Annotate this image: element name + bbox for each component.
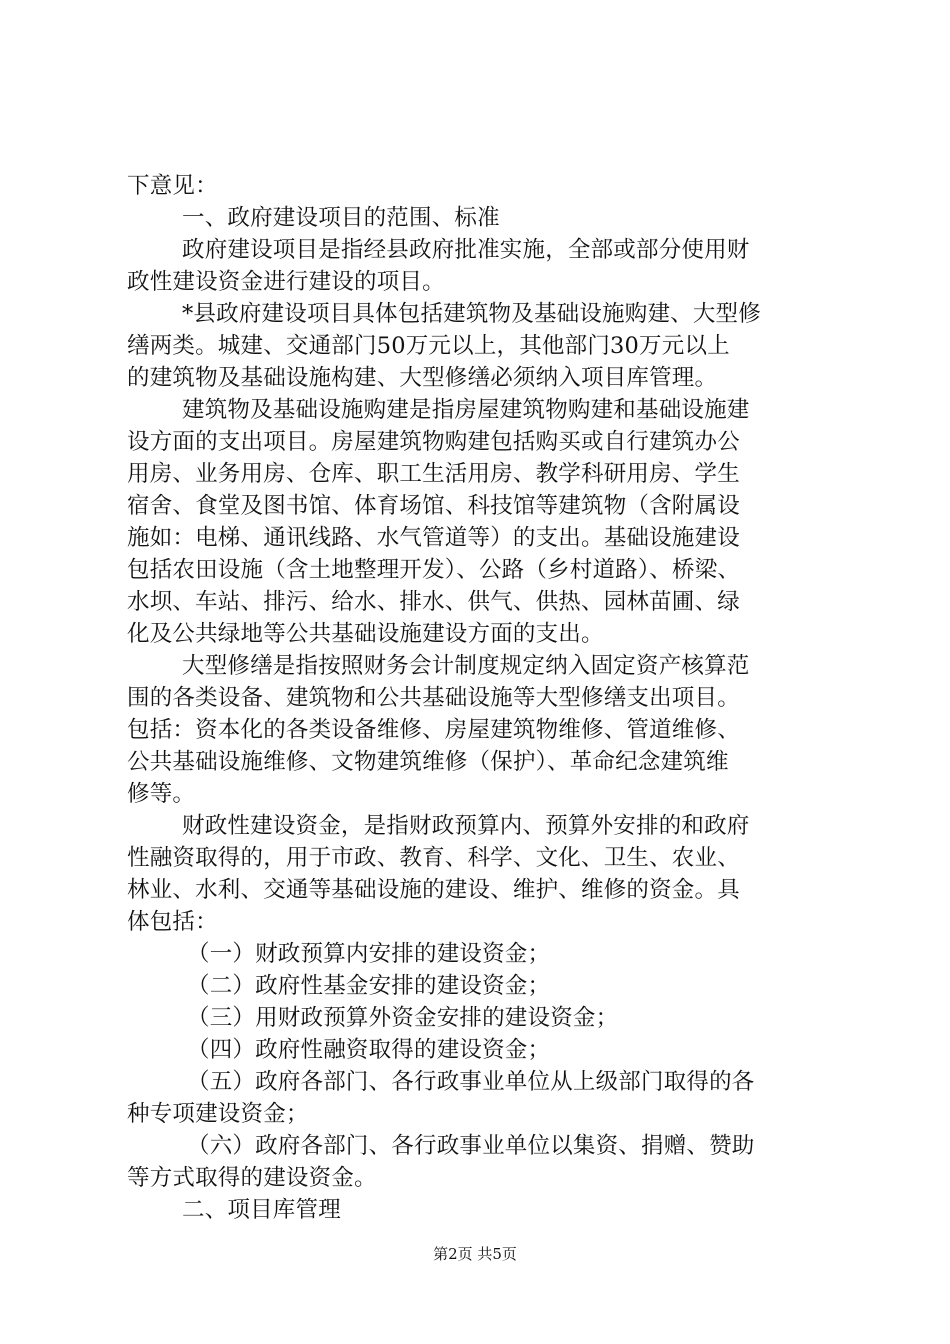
text-line: 设方面的支出项目。房屋建筑物购建包括购买或自行建筑办公 [127,429,740,455]
text-line: 大型修缮是指按照财务会计制度规定纳入固定资产核算范 [182,653,750,679]
text-line: （一）财政预算内安排的建设资金； [187,941,551,967]
text-line: 性融资取得的，用于市政、教育、科学、文化、卫生、农业、 [127,845,740,871]
text-line: 林业、水利、交通等基础设施的建设、维护、维修的资金。具 [127,877,740,903]
text-line: 宿舍、食堂及图书馆、体育场馆、科技馆等建筑物（含附属设 [127,493,740,519]
text-line: 水坝、车站、排污、给水、排水、供气、供热、园林苗圃、绿 [127,589,740,615]
text-line: 财政性建设资金，是指财政预算内、预算外安排的和政府 [182,813,750,839]
text-line: 政府建设项目是指经县政府批准实施，全部或部分使用财 [182,237,750,263]
text-line: 公共基础设施维修、文物建筑维修（保护）、革命纪念建筑维 [127,749,729,775]
text-line: 二、项目库管理 [182,1197,341,1223]
text-line: 用房、业务用房、仓库、职工生活用房、教学科研用房、学生 [127,461,740,487]
text-line: 包括：资本化的各类设备维修、房屋建筑物维修、管道维修、 [127,717,740,743]
text-line: 包括农田设施（含土地整理开发）、公路（乡村道路）、桥梁、 [127,557,741,583]
text-line: 的建筑物及基础设施构建、大型修缮必须纳入项目库管理。 [127,365,718,391]
text-line: （四）政府性融资取得的建设资金； [187,1037,551,1063]
text-line: （二）政府性基金安排的建设资金； [187,973,551,999]
text-line: 建筑物及基础设施购建是指房屋建筑物购建和基础设施建 [182,397,750,423]
page-total: 共5页 [477,1245,517,1263]
text-line: （五）政府各部门、各行政事业单位从上级部门取得的各 [187,1069,755,1095]
text-line: （三）用财政预算外资金安排的建设资金； [187,1005,619,1031]
text-line: 缮两类。城建、交通部门50万元以上，其他部门30万元以上 [127,333,730,359]
text-line: 施如：电梯、通讯线路、水气管道等）的支出。基础设施建设 [127,525,740,551]
text-line: 化及公共绿地等公共基础设施建设方面的支出。 [127,621,604,647]
page-footer [0,1244,950,1264]
page-number: 第2页 [433,1245,473,1263]
text-line: 下意见： [127,173,218,199]
text-line: 修等。 [127,781,196,807]
text-line: 种专项建设资金； [127,1101,309,1127]
text-line: *县政府建设项目具体包括建筑物及基础设施购建、大型修 [182,301,761,327]
text-line: （六）政府各部门、各行政事业单位以集资、捐赠、赞助 [187,1133,755,1159]
text-line: 围的各类设备、建筑物和公共基础设施等大型修缮支出项目。 [127,685,740,711]
text-line: 政性建设资金进行建设的项目。 [127,269,445,295]
text-line: 等方式取得的建设资金。 [127,1165,377,1191]
document-body [127,170,837,1226]
text-line: 一、政府建设项目的范围、标准 [182,205,500,231]
text-line: 体包括： [127,909,218,935]
